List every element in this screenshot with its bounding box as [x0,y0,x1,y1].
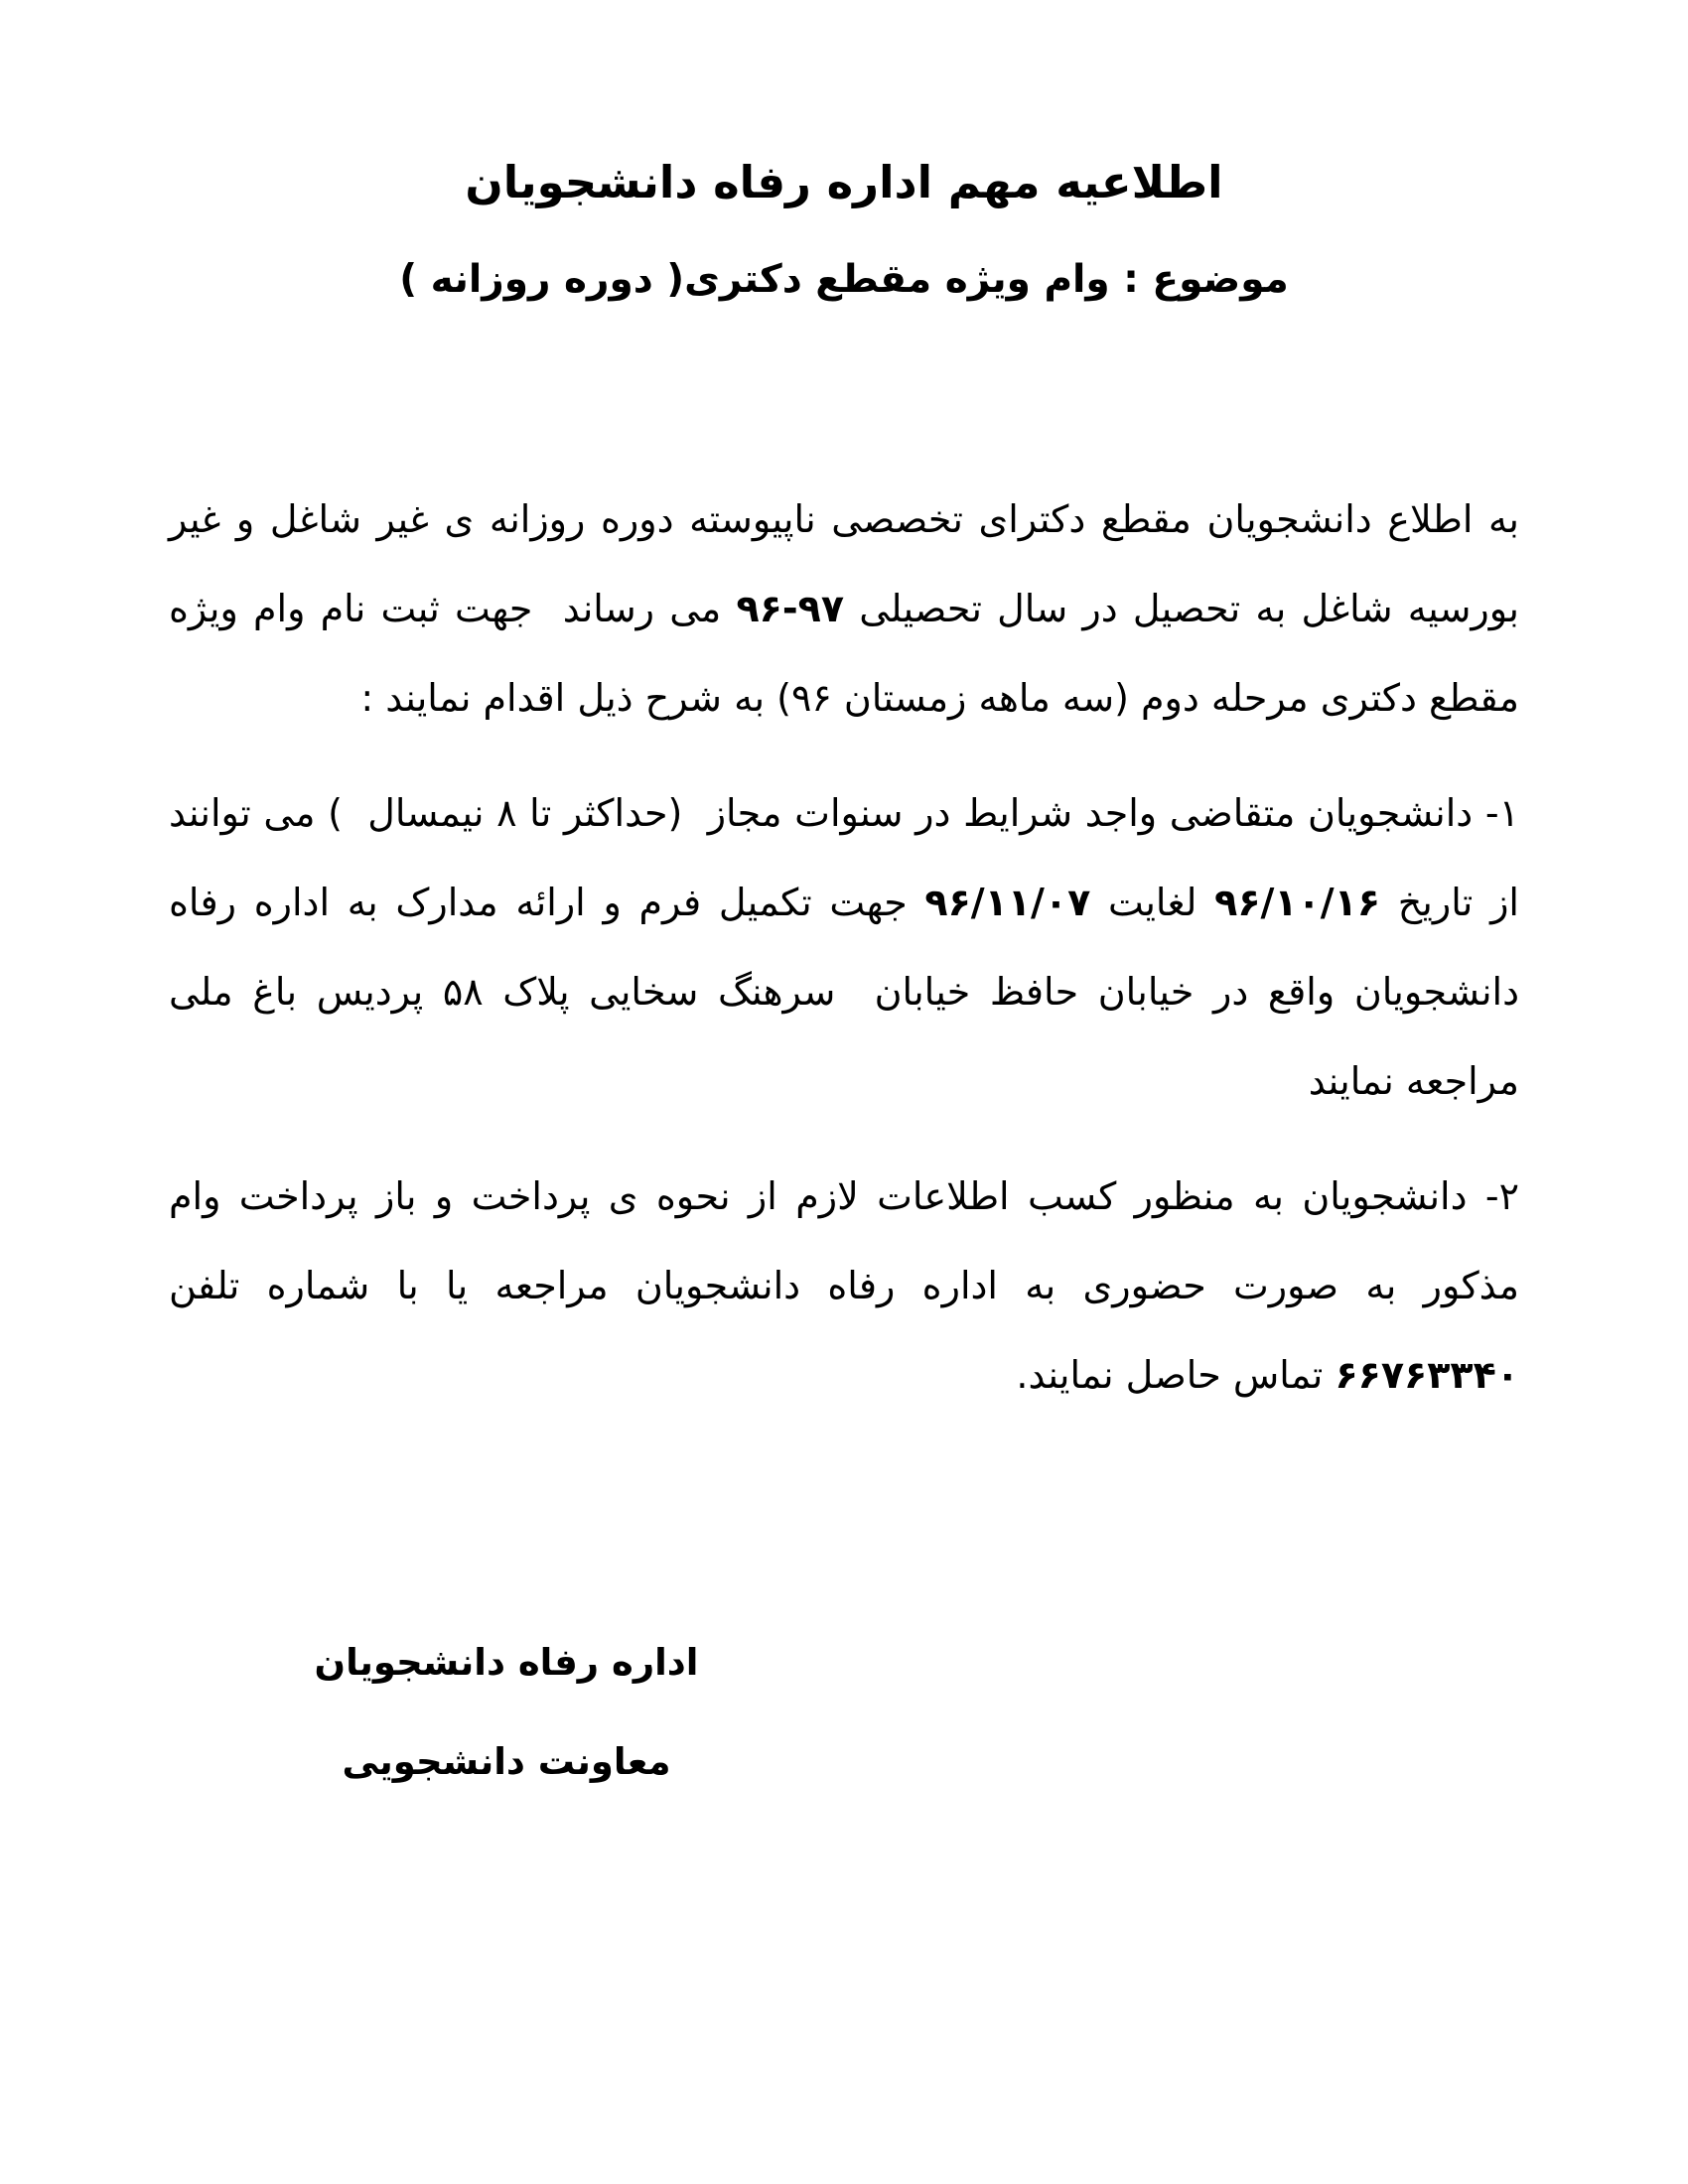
document-body [156,475,1519,1420]
signature-office-line: اداره رفاه دانشجویان [314,1641,699,1684]
item2-text-lead: ۲- دانشجویان به منظور کسب اطلاعات لازم از نحوه ی پرداخت و باز پرداخت وام مذکور به صورت حضوری به اداره رفاه دانشجویان مراجعه یا با شماره تلفن [156,1173,1519,1307]
intro-text-tail: می رساند جهت ثبت نام وام ویژه مقطع دکتری مرحله دوم (سه ماهه زمستان ۹۶) به شرح ذیل اقدام نمایند : [156,586,1519,720]
signature-deputy-line: معاونت دانشجویی [342,1739,671,1783]
phone-number-value: ۶۶۷۶۳۳۴۰ [1335,1352,1519,1397]
item2-text-tail: تماس حاصل نمایند. [1016,1352,1336,1397]
item1-text-lead: ۱- دانشجویان متقاضی واجد شرایط در سنوات مجاز (حداکثر تا ۸ نیمسال ) می توانند از تاریخ [156,790,1519,924]
end-date-value: ۹۶/۱۱/۰۷ [924,880,1091,924]
item1-text-tail: جهت تکمیل فرم و ارائه مدارک به اداره رفاه دانشجویان واقع در خیابان حافظ خیابان سرهنگ سخایی پلاک ۵۸ پردیس باغ ملی مراجعه نمایند [156,880,1519,1103]
intro-text-lead: به اطلاع دانشجویان مقطع دکترای تخصصی ناپیوسته دوره روزانه ی غیر شاغل و غیر بورسیه شاغل به تحصیل در سال تحصیلی [156,496,1519,630]
item2-paragraph [156,1152,1519,1420]
signature-block [293,1636,720,1788]
start-date-value: ۹۶/۱۰/۱۶ [1214,880,1381,924]
document-subject: موضوع : وام ویژه مقطع دکتری( دوره روزانه ) [399,257,1289,302]
document-title: اطلاعیه مهم اداره رفاه دانشجویان [465,156,1223,208]
intro-paragraph [156,475,1519,743]
academic-year-value: ۹۷-۹۶ [736,586,845,630]
item1-paragraph [156,768,1519,1126]
item1-text-middle: لغایت [1090,880,1215,924]
